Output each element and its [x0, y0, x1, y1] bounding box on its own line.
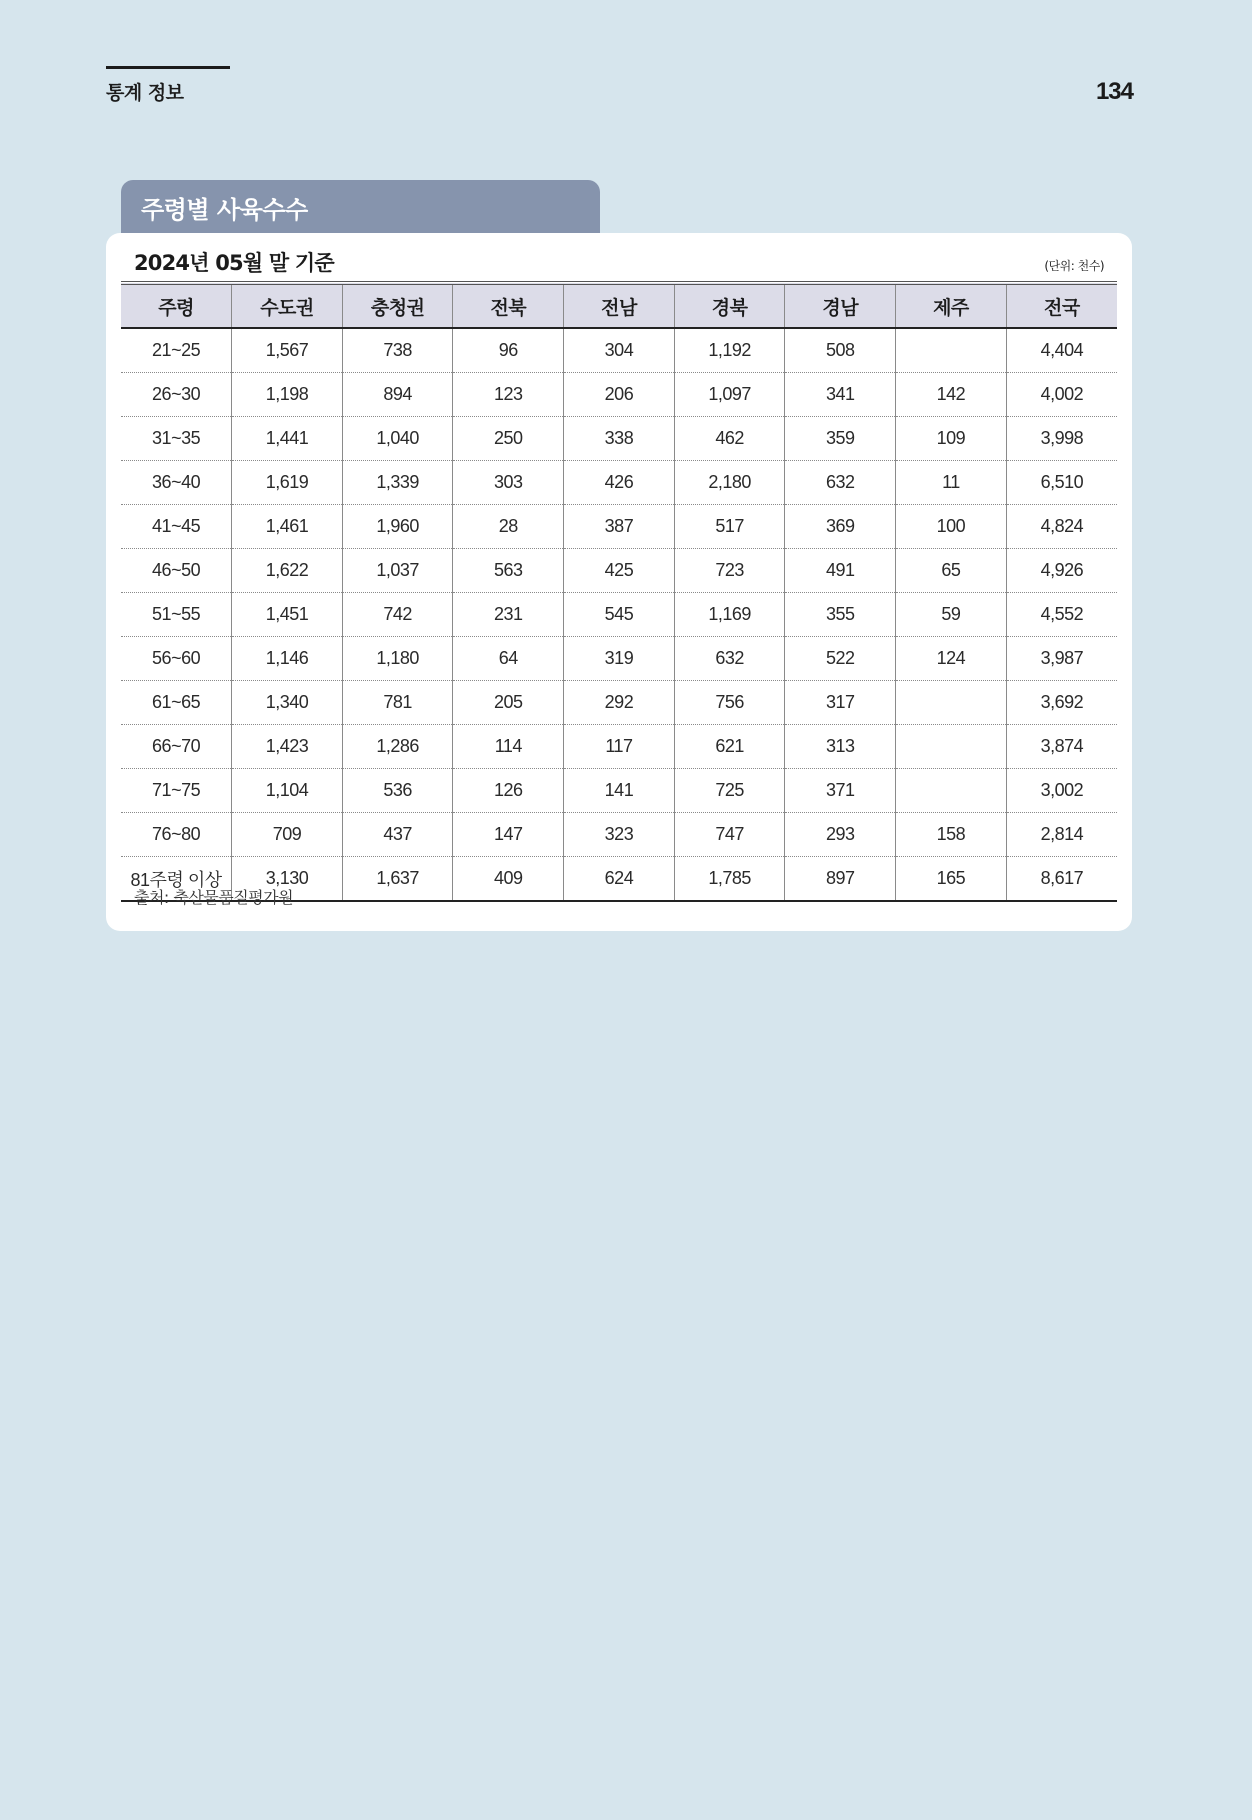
column-header: 전국	[1006, 283, 1117, 328]
table-cell: 355	[785, 593, 896, 637]
table-cell: 747	[674, 813, 785, 857]
table-cell: 1,169	[674, 593, 785, 637]
row-label-cell: 51~55	[121, 593, 232, 637]
table-cell: 3,130	[232, 857, 343, 902]
table-cell: 1,960	[342, 505, 453, 549]
table-cell: 2,180	[674, 461, 785, 505]
table-row	[121, 725, 1117, 769]
table-cell: 897	[785, 857, 896, 902]
table-cell: 117	[564, 725, 675, 769]
table-cell: 206	[564, 373, 675, 417]
table-title-tab	[121, 180, 600, 240]
table-cell: 8,617	[1006, 857, 1117, 902]
data-table	[121, 281, 1117, 902]
table-cell: 341	[785, 373, 896, 417]
table-cell: 781	[342, 681, 453, 725]
table-cell: 250	[453, 417, 564, 461]
row-label-cell: 81주령 이상	[121, 857, 232, 902]
table-cell: 109	[896, 417, 1007, 461]
table-cell: 1,619	[232, 461, 343, 505]
table-cell: 1,423	[232, 725, 343, 769]
table-cell: 141	[564, 769, 675, 813]
table-row	[121, 769, 1117, 813]
table-row	[121, 461, 1117, 505]
table-cell: 1,286	[342, 725, 453, 769]
column-header: 경남	[785, 283, 896, 328]
row-label-cell: 41~45	[121, 505, 232, 549]
table-row	[121, 373, 1117, 417]
table-cell: 3,692	[1006, 681, 1117, 725]
table-cell: 709	[232, 813, 343, 857]
table-cell: 4,404	[1006, 328, 1117, 373]
table-cell: 371	[785, 769, 896, 813]
table-cell: 317	[785, 681, 896, 725]
table-cell: 437	[342, 813, 453, 857]
table-cell: 126	[453, 769, 564, 813]
table-cell: 632	[674, 637, 785, 681]
table-cell: 1,146	[232, 637, 343, 681]
table-cell: 508	[785, 328, 896, 373]
table-cell: 563	[453, 549, 564, 593]
table-cell: 3,998	[1006, 417, 1117, 461]
table-cell: 3,987	[1006, 637, 1117, 681]
table-cell: 293	[785, 813, 896, 857]
table-cell: 723	[674, 549, 785, 593]
table-cell: 738	[342, 328, 453, 373]
row-label-cell: 31~35	[121, 417, 232, 461]
table-cell	[896, 328, 1007, 373]
table-cell: 2,814	[1006, 813, 1117, 857]
table-cell: 292	[564, 681, 675, 725]
table-row	[121, 637, 1117, 681]
table-cell: 124	[896, 637, 1007, 681]
table-cell: 205	[453, 681, 564, 725]
table-row	[121, 593, 1117, 637]
table-cell	[896, 769, 1007, 813]
column-header: 충청권	[342, 283, 453, 328]
table-cell: 147	[453, 813, 564, 857]
table-cell: 1,637	[342, 857, 453, 902]
table-cell: 319	[564, 637, 675, 681]
row-label-cell: 66~70	[121, 725, 232, 769]
unit-label: (단위: 천수)	[1044, 259, 1104, 273]
table-cell: 114	[453, 725, 564, 769]
page-number: 134	[1095, 78, 1133, 105]
table-cell: 756	[674, 681, 785, 725]
row-label-cell: 61~65	[121, 681, 232, 725]
table-cell: 3,874	[1006, 725, 1117, 769]
table-cell: 624	[564, 857, 675, 902]
table-cell: 894	[342, 373, 453, 417]
table-cell: 4,824	[1006, 505, 1117, 549]
table-cell: 517	[674, 505, 785, 549]
table-cell: 1,180	[342, 637, 453, 681]
table-cell: 387	[564, 505, 675, 549]
table-cell: 1,339	[342, 461, 453, 505]
table-cell: 165	[896, 857, 1007, 902]
header-rule	[106, 66, 230, 69]
column-header: 전남	[564, 283, 675, 328]
table-cell: 545	[564, 593, 675, 637]
table-header-row	[121, 283, 1117, 328]
table-cell: 1,461	[232, 505, 343, 549]
table-cell: 65	[896, 549, 1007, 593]
table-cell	[896, 725, 1007, 769]
table-cell: 1,097	[674, 373, 785, 417]
table-cell: 1,451	[232, 593, 343, 637]
table-cell: 4,552	[1006, 593, 1117, 637]
column-header: 주령	[121, 283, 232, 328]
table-cell: 100	[896, 505, 1007, 549]
row-label-cell: 76~80	[121, 813, 232, 857]
table-row	[121, 813, 1117, 857]
table-cell: 231	[453, 593, 564, 637]
table-cell	[896, 681, 1007, 725]
table-cell: 4,926	[1006, 549, 1117, 593]
table-cell: 11	[896, 461, 1007, 505]
table-body	[121, 328, 1117, 901]
row-label-cell: 71~75	[121, 769, 232, 813]
table-cell: 1,192	[674, 328, 785, 373]
table-cell: 28	[453, 505, 564, 549]
table-cell: 142	[896, 373, 1007, 417]
table-cell: 304	[564, 328, 675, 373]
table-row	[121, 505, 1117, 549]
table-cell: 462	[674, 417, 785, 461]
table-cell: 369	[785, 505, 896, 549]
table-cell: 359	[785, 417, 896, 461]
table-cell: 6,510	[1006, 461, 1117, 505]
table-cell: 3,002	[1006, 769, 1117, 813]
column-header: 수도권	[232, 283, 343, 328]
table-cell: 96	[453, 328, 564, 373]
table-cell: 4,002	[1006, 373, 1117, 417]
table-cell: 323	[564, 813, 675, 857]
table-cell: 123	[453, 373, 564, 417]
table-row	[121, 328, 1117, 373]
table-cell: 742	[342, 593, 453, 637]
table-row	[121, 417, 1117, 461]
table-cell: 1,040	[342, 417, 453, 461]
table-cell: 536	[342, 769, 453, 813]
table-cell: 1,104	[232, 769, 343, 813]
table-cell: 426	[564, 461, 675, 505]
table-cell: 1,785	[674, 857, 785, 902]
table-cell: 338	[564, 417, 675, 461]
table-cell: 1,198	[232, 373, 343, 417]
table-title: 주령별 사육수수	[141, 196, 308, 224]
table-cell: 1,441	[232, 417, 343, 461]
row-label-cell: 46~50	[121, 549, 232, 593]
table-cell: 64	[453, 637, 564, 681]
row-label-cell: 26~30	[121, 373, 232, 417]
column-header: 경북	[674, 283, 785, 328]
table-cell: 1,340	[232, 681, 343, 725]
table-cell: 491	[785, 549, 896, 593]
table-row	[121, 549, 1117, 593]
table-cell: 632	[785, 461, 896, 505]
table-cell: 522	[785, 637, 896, 681]
table-cell: 158	[896, 813, 1007, 857]
table-card	[106, 233, 1132, 931]
table-cell: 425	[564, 549, 675, 593]
column-header: 제주	[896, 283, 1007, 328]
table-cell: 409	[453, 857, 564, 902]
row-label-cell: 36~40	[121, 461, 232, 505]
column-header: 전북	[453, 283, 564, 328]
table-cell: 1,567	[232, 328, 343, 373]
table-cell: 59	[896, 593, 1007, 637]
section-label: 통계 정보	[106, 82, 184, 104]
table-cell: 1,622	[232, 549, 343, 593]
row-label-cell: 56~60	[121, 637, 232, 681]
table-row	[121, 681, 1117, 725]
row-label-cell: 21~25	[121, 328, 232, 373]
table-cell: 621	[674, 725, 785, 769]
table-cell: 1,037	[342, 549, 453, 593]
table-cell: 725	[674, 769, 785, 813]
reference-date: 2024년 05월 말 기준	[134, 251, 334, 275]
table-cell: 313	[785, 725, 896, 769]
table-cell: 303	[453, 461, 564, 505]
source-note: 출처: 축산물품질평가원	[134, 888, 294, 907]
